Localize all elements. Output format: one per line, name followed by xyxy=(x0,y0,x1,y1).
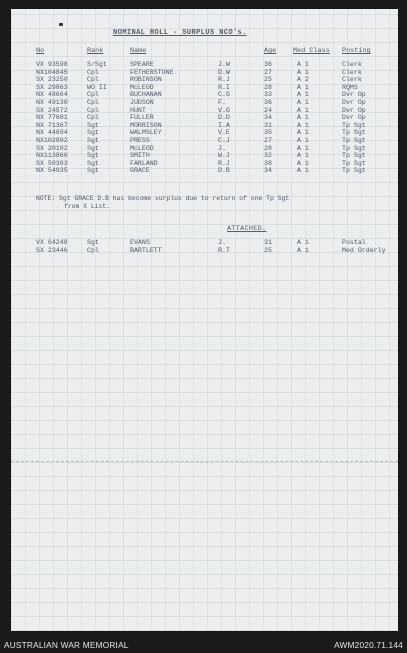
roll-cell-rank: Cpl xyxy=(87,76,99,84)
roll-row xyxy=(11,114,398,121)
roll-cell-no: NX113866 xyxy=(36,152,68,160)
roll-cell-init: C.G xyxy=(218,91,230,99)
roll-cell-rank: Cpl xyxy=(87,91,99,99)
roll-cell-init: D.D xyxy=(218,114,230,122)
roll-cell-age: 38 xyxy=(264,159,272,167)
roll-cell-rank: Cpl xyxy=(87,99,99,106)
roll-cell-init: R.J xyxy=(218,76,230,84)
roll-cell-name: HUNT xyxy=(130,106,146,114)
roll-cell-no: NX 48664 xyxy=(36,91,68,99)
roll-cell-rank: Cpl xyxy=(87,114,99,122)
roll-cell-init: C.J xyxy=(218,137,230,144)
header-age: Age xyxy=(264,47,277,55)
attached-cell-init: J. xyxy=(218,239,226,246)
roll-cell-no: NX 49130 xyxy=(36,99,68,106)
roll-cell-init: V.G xyxy=(218,106,230,114)
header-rank: Rank xyxy=(87,47,104,55)
roll-cell-name: JUDSON xyxy=(130,99,154,106)
note-text-1: Sgt GRACE D.B has become surplus due to return of one Tp Sgt xyxy=(59,195,290,202)
roll-cell-post: Dvr Op xyxy=(342,114,366,122)
header-no: No xyxy=(36,47,45,55)
roll-row xyxy=(11,99,398,106)
roll-cell-post: RQMS xyxy=(342,83,358,91)
roll-cell-med: A 2 xyxy=(297,76,309,84)
roll-cell-no: VX 93598 xyxy=(36,61,68,68)
roll-cell-init: F. xyxy=(218,99,226,106)
roll-cell-post: Tp Sgt xyxy=(342,167,366,175)
roll-cell-name: FARLAND xyxy=(130,159,158,167)
roll-cell-post: Dvr Op xyxy=(342,106,366,114)
roll-cell-no: SX 29863 xyxy=(36,83,68,91)
attached-row xyxy=(11,247,398,254)
roll-cell-init: J.W xyxy=(218,61,230,68)
roll-cell-age: 27 xyxy=(264,68,272,76)
roll-cell-name: FULLER xyxy=(130,114,154,122)
roll-cell-init: V.E xyxy=(218,129,230,137)
roll-cell-med: A 1 xyxy=(297,167,309,175)
roll-cell-init: R.I xyxy=(218,83,230,91)
attached-cell-age: 25 xyxy=(264,246,272,254)
roll-cell-age: 33 xyxy=(264,91,272,99)
fold-line xyxy=(11,461,398,462)
attached-row xyxy=(11,239,398,246)
roll-cell-no: NX104845 xyxy=(36,68,68,76)
roll-row xyxy=(11,122,398,129)
roll-cell-name: PRESS xyxy=(130,137,150,144)
ink-mark xyxy=(59,23,63,26)
footer-institution: AUSTRALIAN WAR MEMORIAL xyxy=(4,640,129,650)
roll-cell-rank: Sgt xyxy=(87,152,99,160)
roll-cell-med: A 1 xyxy=(297,144,309,152)
roll-cell-post: Tp Sgt xyxy=(342,152,366,160)
document-title: NOMINAL ROLL - SURPLUS NCO's. xyxy=(113,29,247,37)
roll-cell-init: R.J xyxy=(218,159,230,167)
roll-row xyxy=(11,167,398,174)
roll-cell-med: A 1 xyxy=(297,114,309,122)
roll-cell-name: SPEARE xyxy=(130,61,154,68)
attached-cell-post: Postal xyxy=(342,239,366,246)
header-med-class: Med Class xyxy=(293,47,330,55)
roll-cell-age: 34 xyxy=(264,167,272,175)
roll-cell-rank: Cpl xyxy=(87,68,99,76)
roll-cell-post: Tp Sgt xyxy=(342,137,366,144)
roll-cell-rank: Sgt xyxy=(87,137,99,144)
roll-cell-no: NX102892 xyxy=(36,137,68,144)
roll-cell-init: I.A xyxy=(218,121,230,129)
roll-cell-post: Tp Sgt xyxy=(342,144,366,152)
roll-cell-rank: Cpl xyxy=(87,106,99,114)
roll-row xyxy=(11,145,398,152)
roll-cell-rank: Sgt xyxy=(87,159,99,167)
roll-cell-age: 27 xyxy=(264,137,272,144)
note-label: NOTE: xyxy=(36,195,56,202)
attached-cell-rank: Cpl xyxy=(87,246,99,254)
roll-row xyxy=(11,160,398,167)
roll-cell-age: 32 xyxy=(264,152,272,160)
roll-cell-med: A 1 xyxy=(297,152,309,160)
roll-cell-name: SMITH xyxy=(130,152,150,160)
roll-cell-age: 36 xyxy=(264,99,272,106)
header-posting: Posting xyxy=(342,47,371,55)
roll-cell-med: A 1 xyxy=(297,159,309,167)
roll-cell-med: A 1 xyxy=(297,137,309,144)
roll-cell-post: Tp Sgt xyxy=(342,159,366,167)
attached-cell-no: SX 23446 xyxy=(36,246,68,254)
roll-row xyxy=(11,69,398,76)
roll-row xyxy=(11,61,398,68)
roll-cell-med: A 1 xyxy=(297,91,309,99)
roll-cell-name: FETHERSTONE xyxy=(130,68,174,76)
attached-cell-med: A 1 xyxy=(297,239,309,246)
roll-cell-post: Tp Sgt xyxy=(342,129,366,137)
roll-cell-med: A 1 xyxy=(297,61,309,68)
roll-cell-rank: Sgt xyxy=(87,129,99,137)
roll-cell-med: A 1 xyxy=(297,106,309,114)
roll-cell-post: Clerk xyxy=(342,61,362,68)
roll-cell-init: D.W xyxy=(218,68,230,76)
roll-cell-age: 31 xyxy=(264,121,272,129)
roll-cell-med: A 1 xyxy=(297,83,309,91)
attached-cell-name: BARTLETT xyxy=(130,246,162,254)
roll-cell-post: Dvr Op xyxy=(342,99,366,106)
roll-cell-name: McLEOD xyxy=(130,83,154,91)
attached-cell-name: EVANS xyxy=(130,239,150,246)
roll-cell-age: 24 xyxy=(264,106,272,114)
roll-cell-med: A 1 xyxy=(297,99,309,106)
footer-accession-number: AWM2020.71.144 xyxy=(334,640,403,650)
attached-cell-age: 31 xyxy=(264,239,272,246)
roll-cell-age: 34 xyxy=(264,114,272,122)
roll-cell-no: SX 50303 xyxy=(36,159,68,167)
roll-cell-rank: Sgt xyxy=(87,167,99,175)
roll-cell-rank: S/Sgt xyxy=(87,61,107,68)
roll-cell-rank: Sgt xyxy=(87,144,99,152)
roll-cell-no: SX 23250 xyxy=(36,76,68,84)
roll-row xyxy=(11,84,398,91)
roll-row xyxy=(11,91,398,98)
attached-title: ATTACHED. xyxy=(227,225,267,233)
attached-cell-rank: Sgt xyxy=(87,239,99,246)
roll-cell-name: ROBINSON xyxy=(130,76,162,84)
roll-cell-post: Dvr Op xyxy=(342,91,366,99)
roll-cell-rank: Sgt xyxy=(87,121,99,129)
roll-row xyxy=(11,107,398,114)
roll-cell-no: SX 24572 xyxy=(36,106,68,114)
roll-cell-post: Clerk xyxy=(342,76,362,84)
roll-row xyxy=(11,129,398,136)
roll-cell-init: W.J xyxy=(218,152,230,160)
roll-cell-name: McLEOD xyxy=(130,144,154,152)
roll-cell-age: 35 xyxy=(264,129,272,137)
attached-cell-init: R.T xyxy=(218,246,230,254)
roll-row xyxy=(11,137,398,144)
roll-cell-init: J. xyxy=(218,144,226,152)
roll-cell-no: NX 44694 xyxy=(36,129,68,137)
roll-cell-post: Clerk xyxy=(342,68,362,76)
roll-cell-name: WALMSLEY xyxy=(130,129,162,137)
document-page xyxy=(11,9,398,631)
attached-cell-med: A 1 xyxy=(297,246,309,254)
header-name: Name xyxy=(130,47,147,55)
roll-row xyxy=(11,152,398,159)
roll-cell-age: 36 xyxy=(264,61,272,68)
roll-cell-init: D.B xyxy=(218,167,230,175)
roll-cell-rank: WO II xyxy=(87,83,107,91)
roll-cell-name: GRACE xyxy=(130,167,150,175)
roll-cell-med: A 1 xyxy=(297,121,309,129)
roll-cell-name: MORRISON xyxy=(130,121,162,129)
roll-cell-no: SX 20102 xyxy=(36,144,68,152)
roll-cell-no: NX 54935 xyxy=(36,167,68,175)
attached-cell-post: Med Orderly xyxy=(342,246,386,254)
note xyxy=(36,195,386,210)
roll-cell-med: A 1 xyxy=(297,129,309,137)
roll-row xyxy=(11,76,398,83)
roll-cell-age: 25 xyxy=(264,76,272,84)
note-text-2: from X List. xyxy=(64,202,111,210)
roll-cell-no: NX 71367 xyxy=(36,121,68,129)
attached-cell-no: VX 64248 xyxy=(36,239,68,246)
roll-cell-age: 28 xyxy=(264,144,272,152)
roll-cell-name: BUCHANAN xyxy=(130,91,162,99)
roll-cell-age: 28 xyxy=(264,83,272,91)
roll-cell-no: NX 77681 xyxy=(36,114,68,122)
roll-cell-med: A 1 xyxy=(297,68,309,76)
roll-cell-post: Tp Sgt xyxy=(342,121,366,129)
